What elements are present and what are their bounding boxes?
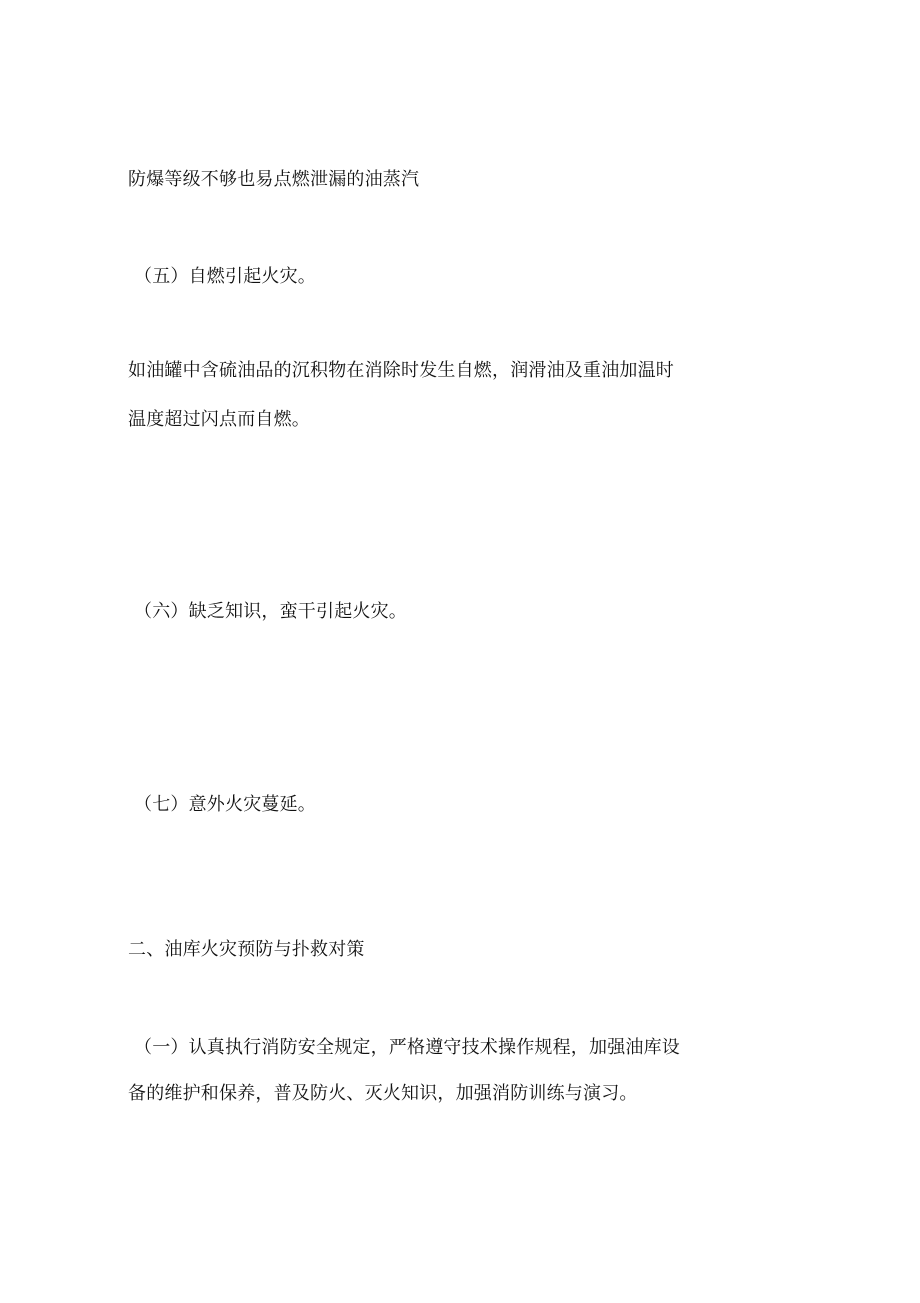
section-heading: （七）意外火灾蔓延。 — [134, 794, 316, 815]
chapter-heading: 二、油库火灾预防与扑救对策 — [128, 939, 365, 960]
text-line: 备的维护和保养，普及防火、灭火知识，加强消防训练与演习。 — [128, 1083, 638, 1104]
text-line: 温度超过闪点而自燃。 — [128, 409, 310, 430]
section-heading: （六）缺乏知识，蛮干引起火灾。 — [134, 601, 407, 622]
text-line: 防爆等级不够也易点燃泄漏的油蒸汽 — [128, 169, 420, 190]
text-line: 如油罐中含硫油品的沉积物在消除时发生自燃，润滑油及重油加温时 — [128, 360, 674, 381]
text-line: （一）认真执行消防安全规定，严格遵守技术操作规程，加强油库设 — [134, 1037, 680, 1058]
section-heading: （五）自燃引起火灾。 — [134, 266, 316, 287]
